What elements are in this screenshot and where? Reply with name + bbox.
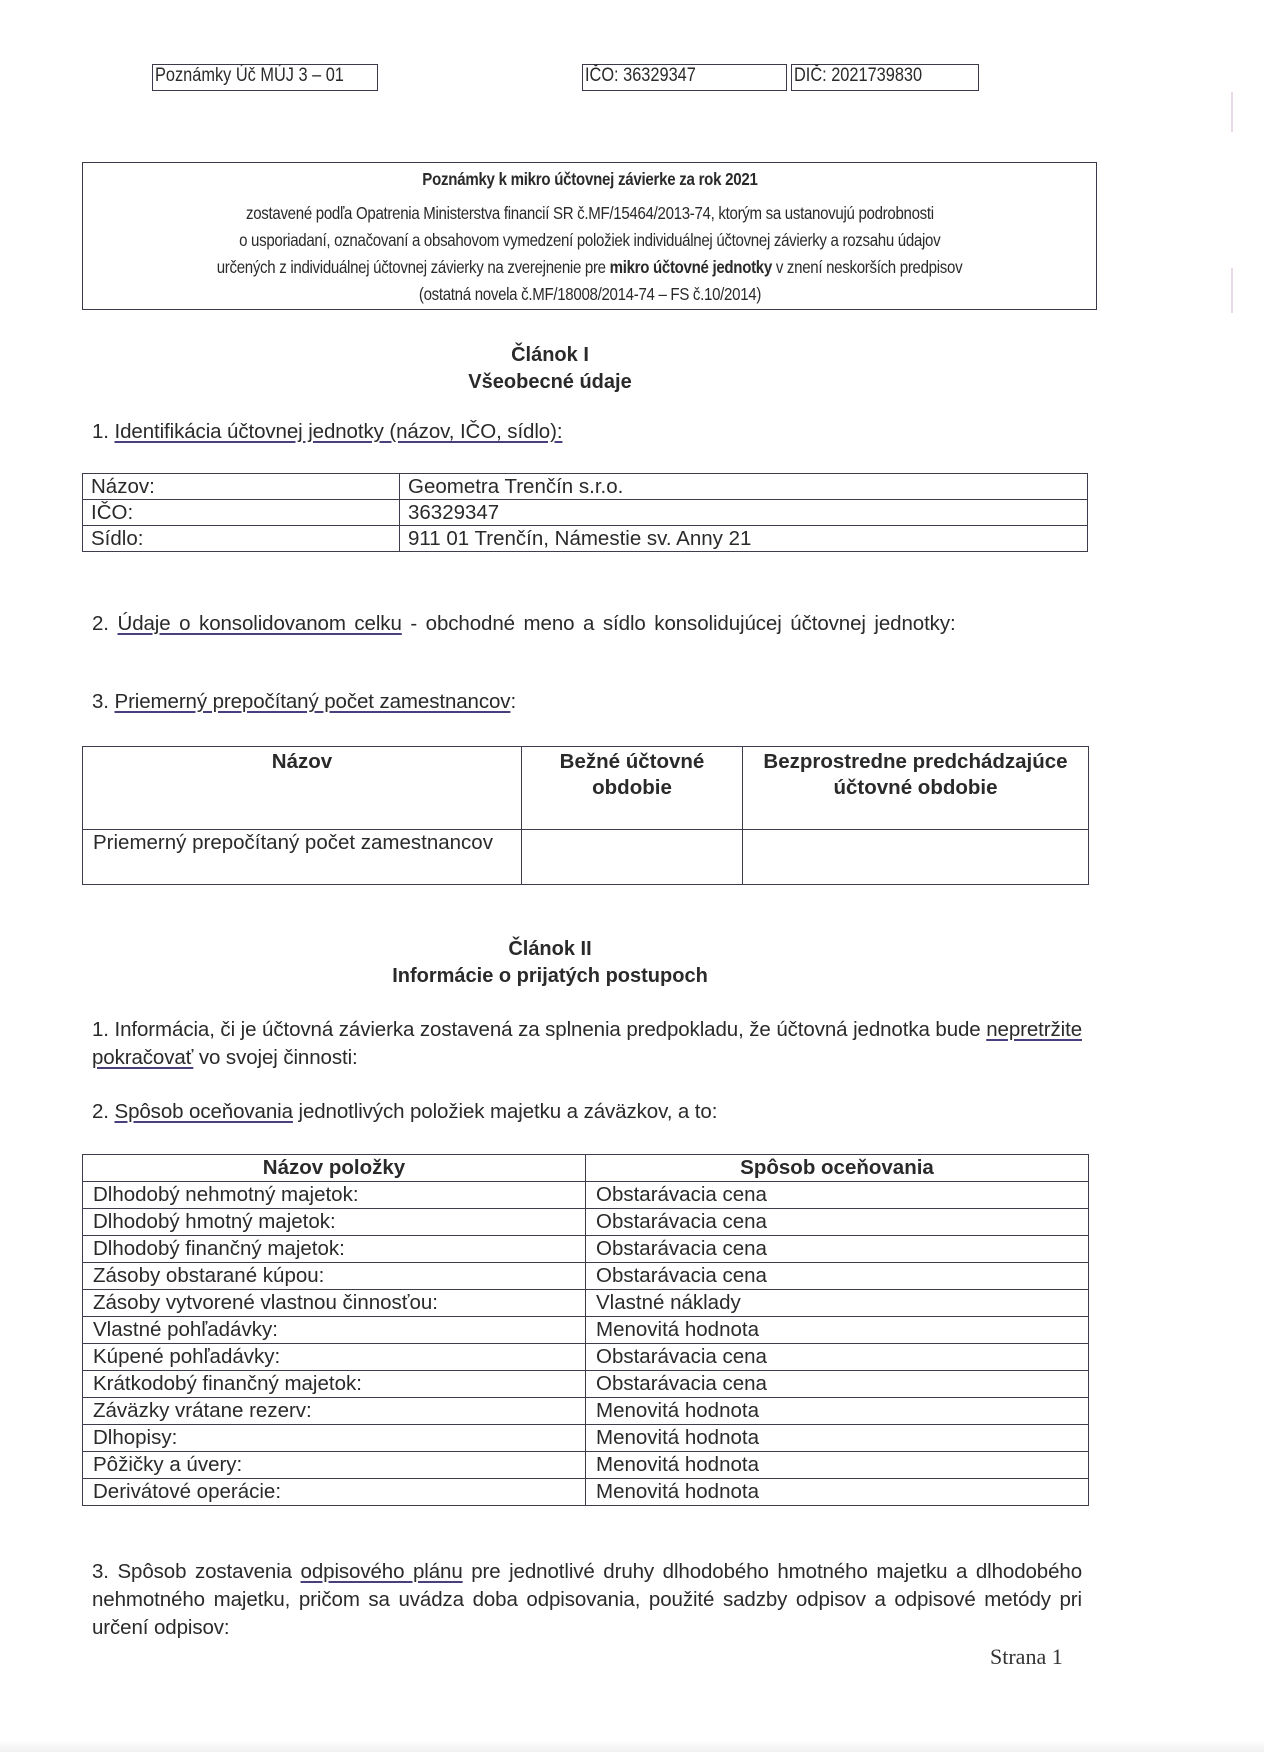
identity-label: IČO: <box>83 500 400 526</box>
valuation-table-body <box>83 1182 1089 1506</box>
intro-bold-text: mikro účtovné jednotky <box>609 257 772 277</box>
item-number: 3. <box>92 690 115 713</box>
valuation-item: Dlhodobý nehmotný majetok: <box>83 1182 586 1209</box>
valuation-method: Vlastné náklady <box>586 1290 1089 1317</box>
scan-artifact <box>1231 92 1233 132</box>
scan-edge <box>0 1740 1264 1752</box>
article1-heading: Článok I <box>511 344 589 366</box>
item-text: - obchodné meno a sídlo konsolidujúcej účtovnej jednotky: <box>401 612 956 635</box>
valuation-item: Dlhodobý finančný majetok: <box>83 1236 586 1263</box>
item-label: Údaje o konsolidovanom celku <box>117 612 402 635</box>
employee-row-name: Priemerný prepočítaný počet zamestnancov <box>83 830 522 885</box>
valuation-item: Dlhopisy: <box>83 1425 586 1452</box>
table-row <box>83 1236 1089 1263</box>
valuation-method: Obstarávacia cena <box>586 1236 1089 1263</box>
valuation-item: Zásoby vytvorené vlastnou činnosťou: <box>83 1290 586 1317</box>
identity-label: Sídlo: <box>83 526 400 552</box>
identity-value: 911 01 Trenčín, Námestie sv. Anny 21 <box>400 526 1088 552</box>
valuation-method: Menovitá hodnota <box>586 1452 1089 1479</box>
dic-label: DIČ: 2021739830 <box>794 65 923 86</box>
identity-value: 36329347 <box>400 500 1088 526</box>
form-label: Poznámky Úč MÚJ 3 – 01 <box>155 65 344 86</box>
ico-label: IČO: 36329347 <box>585 65 696 86</box>
valuation-method: Menovitá hodnota <box>586 1479 1089 1506</box>
table-row <box>83 1344 1089 1371</box>
table-row <box>83 1317 1089 1344</box>
intro-box <box>82 162 1097 310</box>
article1-item3 <box>92 688 516 716</box>
table-row <box>83 1479 1089 1506</box>
valuation-item: Kúpené pohľadávky: <box>83 1344 586 1371</box>
article2-subheading: Informácie o prijatých postupoch <box>392 965 708 987</box>
valuation-item: Vlastné pohľadávky: <box>83 1317 586 1344</box>
valuation-item: Dlhodobý hmotný majetok: <box>83 1209 586 1236</box>
page-number: Strana 1 <box>990 1644 1063 1669</box>
article1-item1 <box>92 418 562 446</box>
item-label: nepretržite pokračovať <box>92 1018 1082 1069</box>
item-text: pre jednotlivé druhy dlhodobého hmotného majetku a dlhodobého nehmotného majetku, pričom sa uvádza doba odpisovania, použité sadzby odpisov a odpisové metódy pri určení odpisov: <box>92 1560 1082 1639</box>
valuation-method: Obstarávacia cena <box>586 1209 1089 1236</box>
valuation-method: Menovitá hodnota <box>586 1398 1089 1425</box>
article2-heading: Článok II <box>508 938 592 960</box>
intro-line: zostavené podľa Opatrenia Ministerstva financií SR č.MF/15464/2013-74, ktorým sa ustanovujú podrobnosti <box>245 203 934 223</box>
table-row <box>83 500 1088 526</box>
column-header: Názov položky <box>83 1155 586 1182</box>
item-text: 3. Spôsob zostavenia <box>92 1560 301 1583</box>
item-label: Spôsob oceňovania <box>114 1100 293 1123</box>
intro-line: o usporiadaní, označovaní a obsahovom vymedzení položiek individuálnej účtovnej závierky a rozsahu údajov <box>238 230 941 250</box>
item-label: odpisového plánu <box>300 1560 463 1583</box>
column-header: Bezprostredne predchádzajúce účtovné obdobie <box>743 747 1089 830</box>
table-row <box>83 1182 1089 1209</box>
valuation-method: Obstarávacia cena <box>586 1344 1089 1371</box>
column-header: Bežné účtovné obdobie <box>522 747 743 830</box>
column-header: Názov <box>83 747 522 830</box>
column-header: Spôsob oceňovania <box>586 1155 1089 1182</box>
intro-line: (ostatná novela č.MF/18008/2014-74 – FS č.10/2014) <box>418 284 761 304</box>
table-row <box>83 474 1088 500</box>
identity-table <box>82 473 1088 552</box>
intro-paragraph <box>83 200 1096 308</box>
form-label-box <box>152 64 378 91</box>
table-row <box>83 526 1088 552</box>
table-header-row <box>83 747 1089 830</box>
identity-label: Názov: <box>83 474 400 500</box>
intro-line: v znení neskorších predpisov <box>771 257 963 277</box>
table-row <box>83 1263 1089 1290</box>
item-number: 1. <box>92 420 115 443</box>
valuation-item: Pôžičky a úvery: <box>83 1452 586 1479</box>
table-row <box>83 830 1089 885</box>
item-text: vo svojej činnosti: <box>193 1046 358 1069</box>
item-text: 1. Informácia, či je účtovná závierka zostavená za splnenia predpokladu, že účtovná jednotka bude <box>92 1018 987 1041</box>
valuation-item: Krátkodobý finančný majetok: <box>83 1371 586 1398</box>
ico-box <box>582 64 787 91</box>
valuation-method: Obstarávacia cena <box>586 1371 1089 1398</box>
table-row <box>83 1398 1089 1425</box>
scan-artifact <box>1231 268 1233 313</box>
item-text: jednotlivých položiek majetku a záväzkov, a to: <box>292 1100 718 1123</box>
item-number: 2. <box>92 612 118 635</box>
valuation-method: Menovitá hodnota <box>586 1317 1089 1344</box>
intro-line: určených z individuálnej účtovnej závierky na zverejnenie pre <box>216 257 610 277</box>
table-row <box>83 1209 1089 1236</box>
valuation-table <box>82 1154 1089 1506</box>
identity-value: Geometra Trenčín s.r.o. <box>400 474 1088 500</box>
item-label: Priemerný prepočítaný počet zamestnancov <box>114 690 511 713</box>
article2-item3 <box>92 1558 1082 1642</box>
valuation-method: Obstarávacia cena <box>586 1182 1089 1209</box>
dic-box <box>791 64 979 91</box>
table-row <box>83 1371 1089 1398</box>
valuation-method: Obstarávacia cena <box>586 1263 1089 1290</box>
employee-current-value <box>522 830 743 885</box>
article2-item1 <box>92 1016 1082 1072</box>
article1-item2 <box>92 610 956 638</box>
valuation-item: Zásoby obstarané kúpou: <box>83 1263 586 1290</box>
valuation-item: Záväzky vrátane rezerv: <box>83 1398 586 1425</box>
item-number: 2. <box>92 1100 115 1123</box>
employees-table <box>82 746 1089 885</box>
table-row <box>83 1290 1089 1317</box>
item-text: : <box>510 690 517 713</box>
item-label: Identifikácia účtovnej jednotky (názov, IČO, sídlo): <box>114 420 563 443</box>
article2-item2 <box>92 1098 717 1126</box>
employee-previous-value <box>743 830 1089 885</box>
table-row <box>83 1425 1089 1452</box>
valuation-method: Menovitá hodnota <box>586 1425 1089 1452</box>
table-row <box>83 1452 1089 1479</box>
article1-subheading: Všeobecné údaje <box>468 371 632 393</box>
valuation-item: Derivátové operácie: <box>83 1479 586 1506</box>
document-title: Poznámky k mikro účtovnej závierke za rok 2021 <box>421 169 758 189</box>
table-header-row <box>83 1155 1089 1182</box>
